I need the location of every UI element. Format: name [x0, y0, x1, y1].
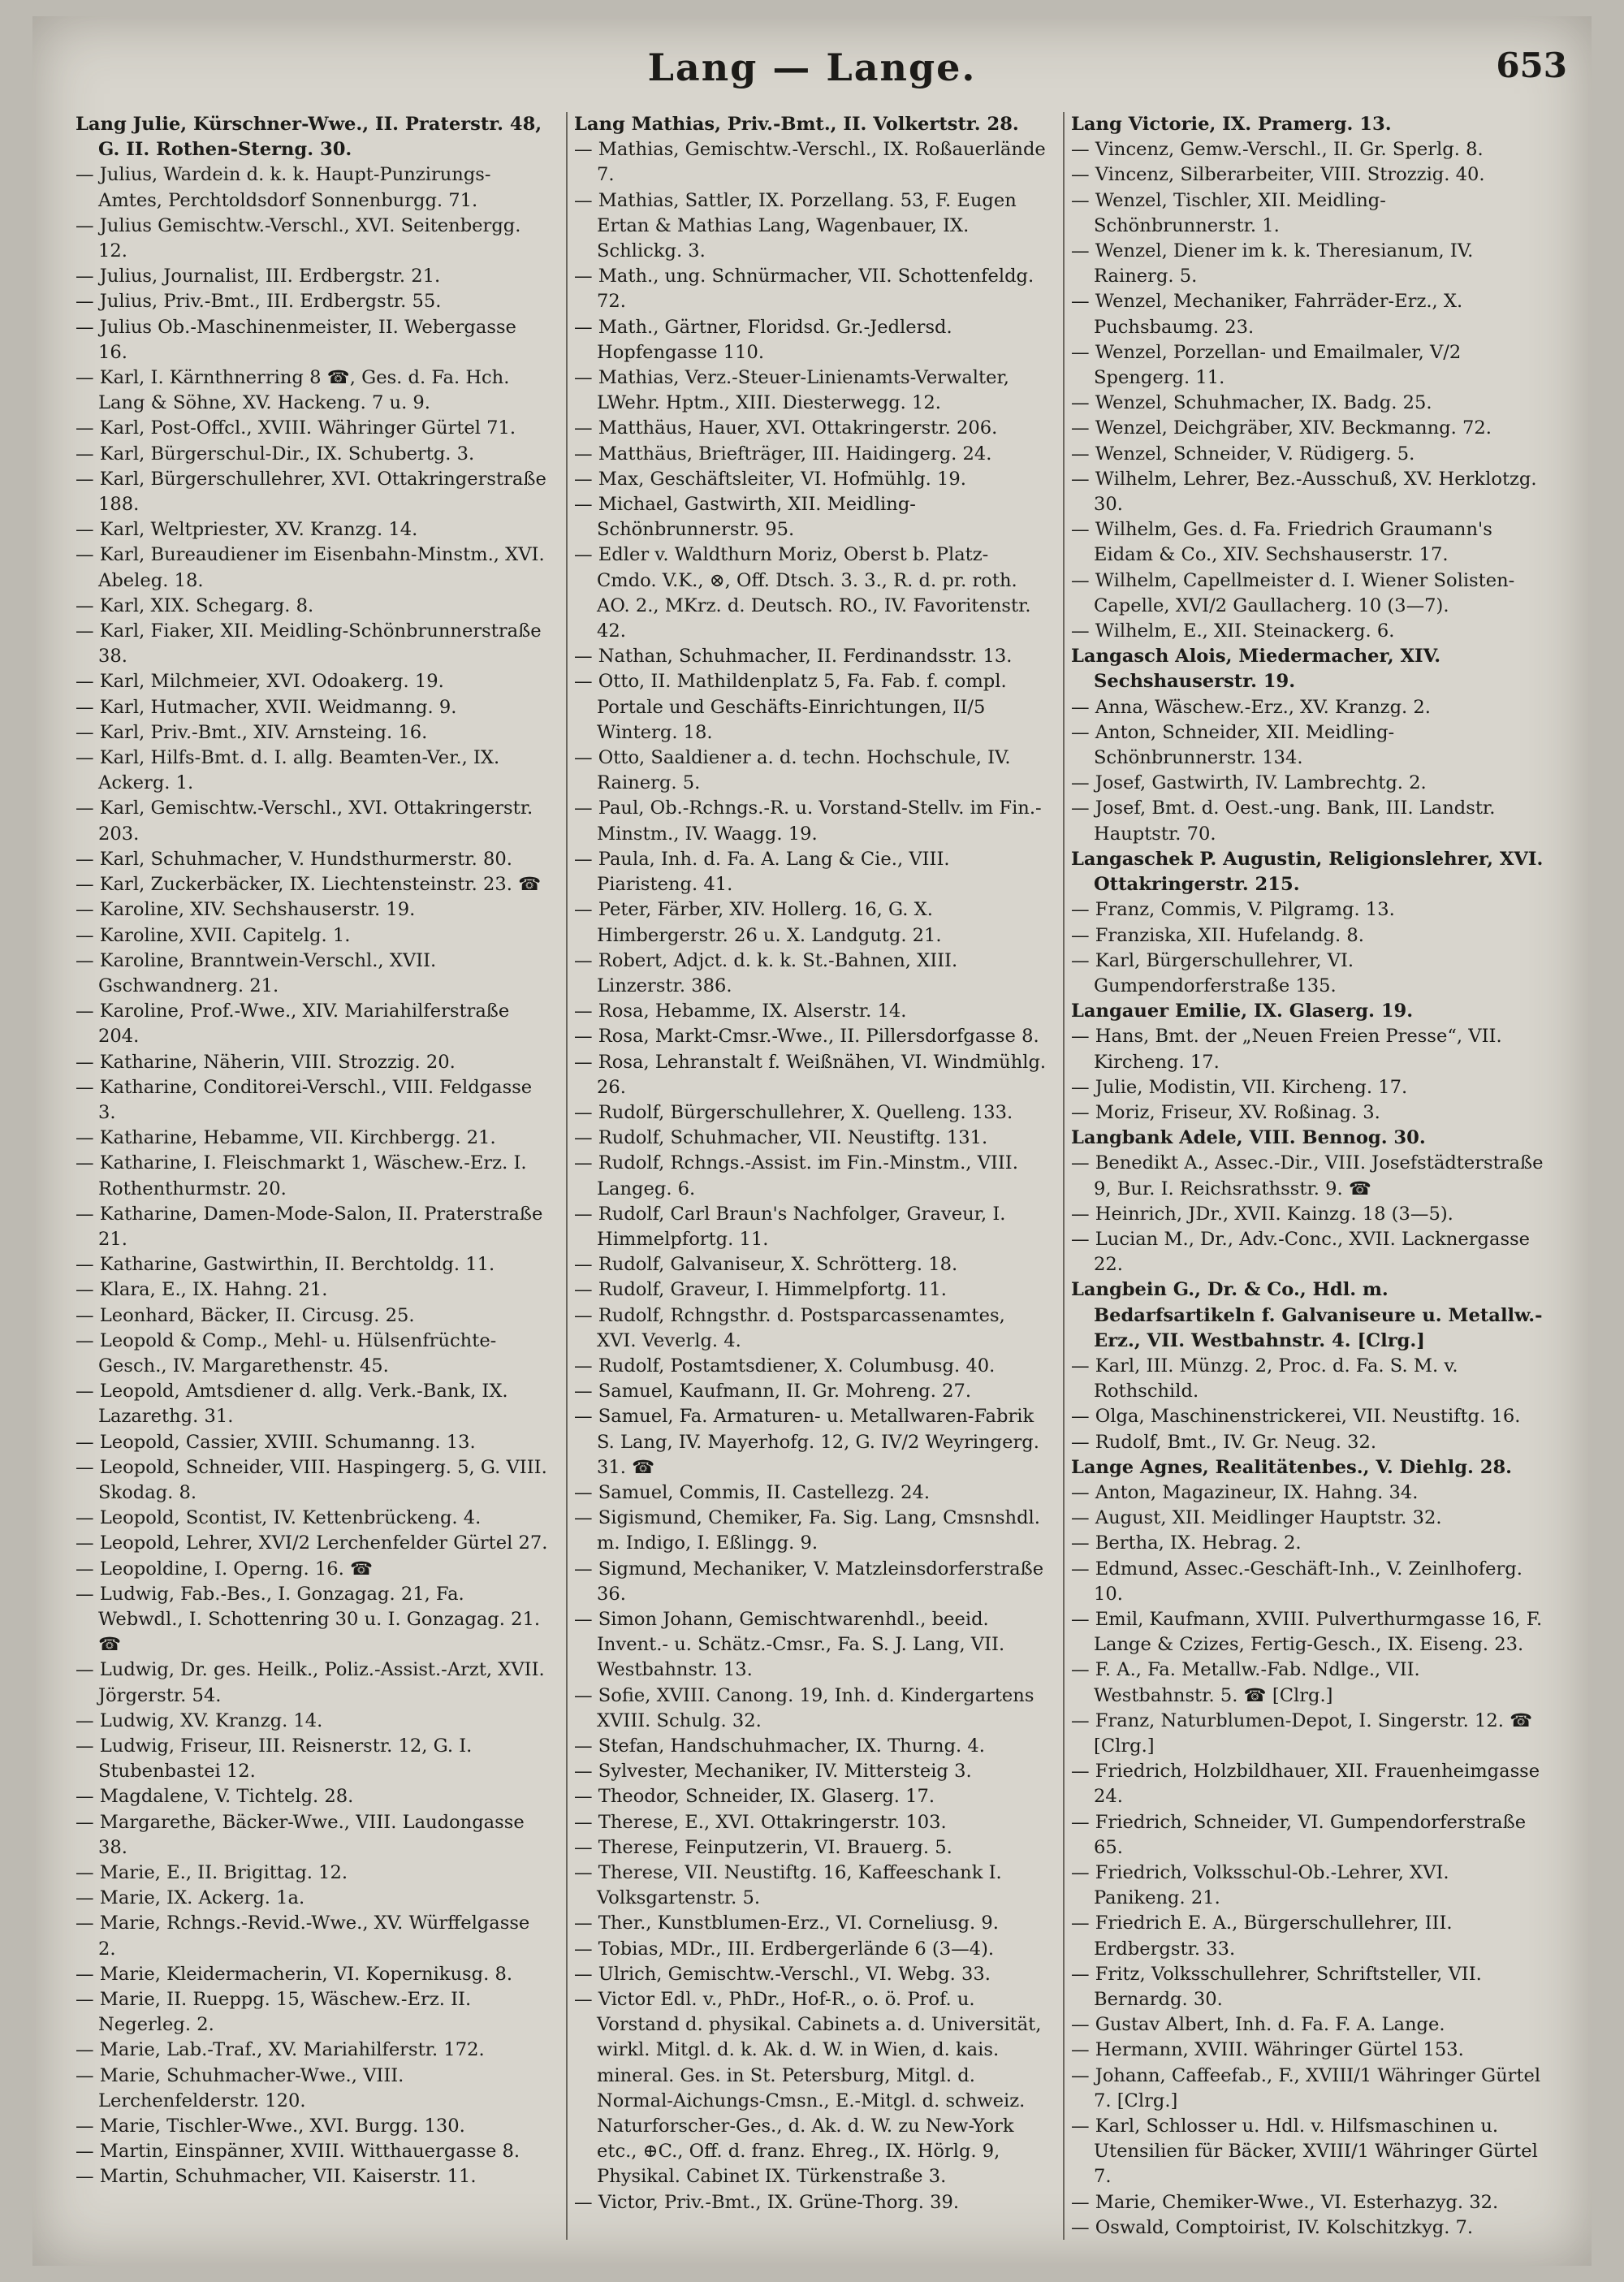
- directory-entry: — F. A., Fa. Metallw.-Fab. Ndlge., VII. Westbahnstr. 5. ☎ [Clrg.]: [1071, 1659, 1420, 1706]
- directory-entry: — Josef, Bmt. d. Oest.-ung. Bank, III. Landstr. Hauptstr. 70.: [1071, 797, 1496, 845]
- directory-entry: — Benedikt A., Assec.-Dir., VIII. Josefstädterstraße 9, Bur. I. Reichsrathsstr. 9. ☎: [1071, 1152, 1544, 1199]
- directory-entry: — Rosa, Hebamme, IX. Alserstr. 14.: [574, 1001, 907, 1022]
- directory-entry: — Wilhelm, Capellmeister d. I. Wiener Solisten-Capelle, XVI/2 Gaullacherg. 10 (3—7).: [1071, 569, 1515, 616]
- directory-entry: — Leopold, Schneider, VIII. Haspingerg. 5, G. VIII. Skodag. 8.: [76, 1456, 547, 1503]
- directory-entry: — Gustav Albert, Inh. d. Fa. F. A. Lange.: [1071, 2014, 1445, 2036]
- directory-entry: — Therese, VII. Neustiftg. 16, Kaffeeschank I. Volksgartenstr. 5.: [574, 1862, 1002, 1909]
- directory-entry: — Magdalene, V. Tichtelg. 28.: [76, 1786, 354, 1808]
- directory-entry: — Karl, Bürgerschullehrer, XVI. Ottakringerstraße 188.: [76, 468, 546, 516]
- directory-entry: Langauer Emilie, IX. Glaserg. 19.: [1071, 1001, 1414, 1022]
- directory-entry: — Karoline, XVII. Capitelg. 1.: [76, 924, 351, 946]
- column-middle: [566, 112, 1053, 2240]
- directory-entry: — Julius Ob.-Maschinenmeister, II. Webergasse 16.: [76, 316, 516, 363]
- directory-entry: — Otto, II. Mathildenplatz 5, Fa. Fab. f. compl. Portale und Geschäfts-Einrichtungen, II/5 Winterg. 18.: [574, 671, 1007, 743]
- directory-entry: Langasch Alois, Miedermacher, XIV. Sechshauserstr. 19.: [1071, 646, 1441, 693]
- directory-entry: — Rudolf, Bürgerschullehrer, X. Quelleng. 133.: [574, 1101, 1013, 1123]
- directory-entry: — Edler v. Waldthurn Moriz, Oberst b. Platz-Cmdo. V.K., ⊗, Off. Dtsch. 3. 3., R. d. pr. roth. AO. 2., MKrz. d. Deutsch. RO., IV. Favoritenstr. 42.: [574, 544, 1031, 642]
- directory-entry: — Wenzel, Mechaniker, Fahrräder-Erz., X. Puchsbaumg. 23.: [1071, 291, 1463, 338]
- directory-entry: — Ther., Kunstblumen-Erz., VI. Corneliusg. 9.: [574, 1912, 999, 1934]
- directory-entry: — Leopoldine, I. Operng. 16. ☎: [76, 1558, 374, 1580]
- directory-entry: — Leopold, Cassier, XVIII. Schumanng. 13.: [76, 1431, 476, 1453]
- column-right: [1063, 112, 1550, 2240]
- directory-entry: — Sylvester, Mechaniker, IV. Mittersteig 3.: [574, 1761, 972, 1783]
- directory-entry: — Karl, Bürgerschullehrer, VI. Gumpendorferstraße 135.: [1071, 949, 1354, 996]
- directory-entry: — Karl, Hilfs-Bmt. d. I. allg. Beamten-Ver., IX. Ackerg. 1.: [76, 747, 500, 794]
- directory-entry: — Otto, Saaldiener a. d. techn. Hochschule, IV. Rainerg. 5.: [574, 747, 1011, 794]
- directory-entry: — Karl, Gemischtw.-Verschl., XVI. Ottakringerstr. 203.: [76, 797, 533, 845]
- directory-entry: — Theodor, Schneider, IX. Glaserg. 17.: [574, 1786, 935, 1808]
- directory-entry: — Edmund, Assec.-Geschäft-Inh., V. Zeinlhoferg. 10.: [1071, 1558, 1522, 1605]
- directory-entry: — Franz, Commis, V. Pilgramg. 13.: [1071, 899, 1395, 921]
- directory-entry: — Wilhelm, Lehrer, Bez.-Ausschuß, XV. Herklotzg. 30.: [1071, 468, 1537, 516]
- directory-entry: — Karl, Priv.-Bmt., XIV. Arnsteing. 16.: [76, 721, 428, 743]
- directory-entry: — Ludwig, XV. Kranzg. 14.: [76, 1709, 323, 1731]
- directory-entry: — Karoline, Branntwein-Verschl., XVII. Gschwandnerg. 21.: [76, 949, 437, 996]
- directory-entry: — Friedrich E. A., Bürgerschullehrer, III. Erdbergstr. 33.: [1071, 1912, 1453, 1960]
- page-header: [32, 16, 1592, 106]
- directory-entry: — Ludwig, Fab.-Bes., I. Gonzagag. 21, Fa. Webwdl., I. Schottenring 30 u. I. Gonzagag. 21. ☎: [76, 1583, 541, 1656]
- directory-entry: — Mathias, Verz.-Steuer-Linienamts-Verwalter, LWehr. Hptm., XIII. Diesterwegg. 12.: [574, 367, 1009, 414]
- directory-entry: — Julius Gemischtw.-Verschl., XVI. Seitenbergg. 12.: [76, 214, 521, 262]
- directory-entry: — Samuel, Commis, II. Castellezg. 24.: [574, 1481, 931, 1503]
- directory-entry: — Leopold, Amtsdiener d. allg. Verk.-Bank, IX. Lazarethg. 31.: [76, 1381, 508, 1428]
- directory-entry: — Ulrich, Gemischtw.-Verschl., VI. Webg. 33.: [574, 1963, 991, 1985]
- directory-entry: — Math., Gärtner, Floridsd. Gr.-Jedlersd. Hopfengasse 110.: [574, 316, 952, 363]
- directory-entry: — Therese, Feinputzerin, VI. Brauerg. 5.: [574, 1836, 952, 1858]
- directory-entry: — Johann, Caffeefab., F., XVIII/1 Währinger Gürtel 7. [Clrg.]: [1071, 2064, 1541, 2111]
- directory-entry: — Katharine, Näherin, VIII. Strozzig. 20.: [76, 1051, 456, 1073]
- directory-entry: — Anton, Magazineur, IX. Hahng. 34.: [1071, 1481, 1419, 1503]
- directory-entry: — Karoline, XIV. Sechshauserstr. 19.: [76, 899, 416, 921]
- directory-entry: — Lucian M., Dr., Adv.-Conc., XVII. Lacknergasse 22.: [1071, 1228, 1531, 1276]
- directory-entry: — Friedrich, Schneider, VI. Gumpendorferstraße 65.: [1071, 1811, 1527, 1858]
- directory-entry: — Vincenz, Silberarbeiter, VIII. Strozzig. 40.: [1071, 164, 1485, 186]
- directory-entry: — Franz, Naturblumen-Depot, I. Singerstr. 12. ☎ [Clrg.]: [1071, 1709, 1533, 1757]
- directory-entry: — Sofie, XVIII. Canong. 19, Inh. d. Kindergartens XVIII. Schulg. 32.: [574, 1684, 1034, 1731]
- directory-entry: — Karl, Weltpriester, XV. Kranzg. 14.: [76, 519, 418, 541]
- directory-entry: — Rudolf, Postamtsdiener, X. Columbusg. 40.: [574, 1355, 996, 1377]
- directory-entry: — Matthäus, Hauer, XVI. Ottakringerstr. 206.: [574, 417, 998, 439]
- directory-entry: — Hans, Bmt. der „Neuen Freien Presse“, VII. Kircheng. 17.: [1071, 1026, 1502, 1073]
- directory-entry: — Leonhard, Bäcker, II. Circusg. 25.: [76, 1304, 415, 1326]
- directory-entry: — Wenzel, Schuhmacher, IX. Badg. 25.: [1071, 392, 1432, 414]
- directory-entry: — Karl, Schuhmacher, V. Hundsthurmerstr. 80.: [76, 848, 512, 870]
- directory-entry: — Julie, Modistin, VII. Kircheng. 17.: [1071, 1076, 1408, 1098]
- directory-entry: — Katharine, Gastwirthin, II. Berchtoldg. 11.: [76, 1254, 495, 1276]
- directory-entry: — Franziska, XII. Hufelandg. 8.: [1071, 924, 1364, 946]
- directory-entry: Lange Agnes, Realitätenbes., V. Diehlg. 28.: [1071, 1456, 1513, 1478]
- directory-entry: — Rudolf, Rchngs.-Assist. im Fin.-Minstm., VIII. Langeg. 6.: [574, 1152, 1018, 1199]
- directory-entry: — Marie, Chemiker-Wwe., VI. Esterhazyg. 32.: [1071, 2191, 1499, 2213]
- directory-entry: — Karl, Bureaudiener im Eisenbahn-Minstm., XVI. Abeleg. 18.: [76, 544, 545, 591]
- directory-entry: — Math., ung. Schnürmacher, VII. Schottenfeldg. 72.: [574, 266, 1034, 313]
- entry-columns: [69, 112, 1563, 2240]
- directory-entry: — Anton, Schneider, XII. Meidling-Schönbrunnerstr. 134.: [1071, 721, 1395, 769]
- directory-entry: — Paula, Inh. d. Fa. A. Lang & Cie., VIII. Piaristeng. 41.: [574, 848, 950, 896]
- directory-entry: — Robert, Adjct. d. k. k. St.-Bahnen, XIII. Linzerstr. 386.: [574, 949, 958, 996]
- directory-entry: — Sigmund, Mechaniker, V. Matzleinsdorferstraße 36.: [574, 1558, 1044, 1605]
- directory-entry: — Julius, Journalist, III. Erdbergstr. 21.: [76, 266, 441, 287]
- directory-entry: — Katharine, Damen-Mode-Salon, II. Praterstraße 21.: [76, 1203, 543, 1250]
- directory-entry: — Michael, Gastwirth, XII. Meidling-Schönbrunnerstr. 95.: [574, 494, 916, 541]
- directory-entry: — Paul, Ob.-Rchngs.-R. u. Vorstand-Stellv. im Fin.-Minstm., IV. Waagg. 19.: [574, 797, 1042, 845]
- directory-entry: — Karl, I. Kärnthnerring 8 ☎, Ges. d. Fa. Hch. Lang & Söhne, XV. Hackeng. 7 u. 9.: [76, 367, 510, 414]
- directory-entry: — Wenzel, Schneider, V. Rüdigerg. 5.: [1071, 443, 1415, 465]
- directory-entry: — Martin, Schuhmacher, VII. Kaiserstr. 11.: [76, 2166, 477, 2188]
- directory-entry: — Samuel, Kaufmann, II. Gr. Mohreng. 27.: [574, 1381, 971, 1402]
- directory-entry: — Ludwig, Dr. ges. Heilk., Poliz.-Assist.-Arzt, XVII. Jörgerstr. 54.: [76, 1659, 545, 1706]
- directory-entry: — Rudolf, Bmt., IV. Gr. Neug. 32.: [1071, 1431, 1377, 1453]
- directory-entry: — Rudolf, Rchngsthr. d. Postsparcassenamtes, XVI. Veverlg. 4.: [574, 1304, 1005, 1351]
- directory-entry: — Julius, Priv.-Bmt., III. Erdbergstr. 55.: [76, 291, 442, 313]
- directory-entry: — Karl, XIX. Schegarg. 8.: [76, 594, 314, 616]
- directory-entry: — Mathias, Sattler, IX. Porzellang. 53, F. Eugen Ertan & Mathias Lang, Wagenbauer, IX. Schlickg. 3.: [574, 189, 1017, 262]
- directory-entry: Langbank Adele, VIII. Bennog. 30.: [1071, 1127, 1426, 1149]
- directory-page: [32, 16, 1592, 2266]
- directory-entry: — August, XII. Meidlinger Hauptstr. 32.: [1071, 1507, 1442, 1529]
- directory-entry: — Katharine, Hebamme, VII. Kirchbergg. 21.: [76, 1127, 496, 1149]
- directory-entry: — Marie, Schuhmacher-Wwe., VIII. Lerchenfelderstr. 120.: [76, 2064, 404, 2111]
- directory-entry: — Rudolf, Schuhmacher, VII. Neustiftg. 131.: [574, 1127, 988, 1149]
- directory-entry: — Marie, Lab.-Traf., XV. Mariahilferstr. 172.: [76, 2039, 485, 2061]
- directory-entry: — Julius, Wardein d. k. k. Haupt-Punzirungs-Amtes, Perchtoldsdorf Sonnenburgg. 71.: [76, 164, 491, 211]
- directory-entry: — Karl, Fiaker, XII. Meidling-Schönbrunnerstraße 38.: [76, 620, 542, 668]
- directory-entry: — Moriz, Friseur, XV. Roßinag. 3.: [1071, 1101, 1380, 1123]
- directory-entry: — Wenzel, Deichgräber, XIV. Beckmanng. 72.: [1071, 417, 1492, 439]
- directory-entry: — Martin, Einspänner, XVIII. Witthauergasse 8.: [76, 2141, 520, 2163]
- directory-entry: — Oswald, Comptoirist, IV. Kolschitzkyg. 7.: [1071, 2216, 1474, 2238]
- column-left: [69, 112, 556, 2240]
- directory-entry: — Karoline, Prof.-Wwe., XIV. Mariahilferstraße 204.: [76, 1001, 510, 1048]
- directory-entry: — Bertha, IX. Hebrag. 2.: [1071, 1532, 1302, 1554]
- directory-entry: Langaschek P. Augustin, Religionslehrer, XVI. Ottakringerstr. 215.: [1071, 848, 1544, 896]
- directory-entry: — Marie, E., II. Brigittag. 12.: [76, 1862, 348, 1884]
- directory-entry: — Tobias, MDr., III. Erdbergerlände 6 (3—4).: [574, 1938, 995, 1960]
- directory-entry: — Karl, III. Münzg. 2, Proc. d. Fa. S. M. v. Rothschild.: [1071, 1355, 1458, 1402]
- directory-entry: Langbein G., Dr. & Co., Hdl. m. Bedarfsartikeln f. Galvaniseure u. Metallw.-Erz., VII. Westbahnstr. 4. [Clrg.]: [1071, 1279, 1543, 1351]
- directory-entry: — Rudolf, Graveur, I. Himmelpfortg. 11.: [574, 1279, 947, 1301]
- directory-entry: — Victor Edl. v., PhDr., Hof-R., o. ö. Prof. u. Vorstand d. physikal. Cabinets a. d. Universität, wirkl. Mitgl. d. k. Ak. d. W. in Wien, d. kais. mineral. Ges. in St. Petersburg, Mitgl. d. Normal-Aichungs-Cmsn., E.-Mitgl. d. schweiz. Naturforscher-Ges., d. Ak. d. W. zu New-York etc., ⊕C., Off. d. franz. Ehreg., IX. Hörlg. 9, Physikal. Cabinet IX. Türkenstraße 3.: [574, 1989, 1042, 2188]
- directory-entry: — Anna, Wäschew.-Erz., XV. Kranzg. 2.: [1071, 696, 1431, 718]
- directory-entry: — Margarethe, Bäcker-Wwe., VIII. Laudongasse 38.: [76, 1811, 525, 1858]
- directory-entry: — Wenzel, Diener im k. k. Theresianum, IV. Rainerg. 5.: [1071, 240, 1474, 287]
- directory-entry: — Karl, Post-Offcl., XVIII. Währinger Gürtel 71.: [76, 417, 516, 439]
- directory-entry: — Rosa, Markt-Cmsr.-Wwe., II. Pillersdorfgasse 8.: [574, 1026, 1039, 1048]
- directory-entry: — Hermann, XVIII. Währinger Gürtel 153.: [1071, 2039, 1464, 2061]
- directory-entry: — Emil, Kaufmann, XVIII. Pulverthurmgasse 16, F. Lange & Czizes, Fertig-Gesch., IX. Eiseng. 23.: [1071, 1608, 1543, 1656]
- directory-entry: — Marie, IX. Ackerg. 1a.: [76, 1887, 305, 1909]
- directory-entry: — Marie, II. Rueppg. 15, Wäschew.-Erz. II. Negerleg. 2.: [76, 1989, 472, 2036]
- directory-entry: — Friedrich, Holzbildhauer, XII. Frauenheimgasse 24.: [1071, 1761, 1540, 1808]
- directory-entry: — Friedrich, Volksschul-Ob.-Lehrer, XVI. Panikeng. 21.: [1071, 1862, 1449, 1909]
- directory-entry: Lang Julie, Kürschner-Wwe., II. Praterstr. 48, G. II. Rothen-Sterng. 30.: [76, 114, 542, 161]
- directory-entry: — Vincenz, Gemw.-Verschl., II. Gr. Sperlg. 8.: [1071, 139, 1484, 161]
- directory-entry: — Stefan, Handschuhmacher, IX. Thurng. 4.: [574, 1735, 985, 1757]
- directory-entry: — Josef, Gastwirth, IV. Lambrechtg. 2.: [1071, 772, 1427, 794]
- directory-entry: — Max, Geschäftsleiter, VI. Hofmühlg. 19.: [574, 468, 966, 490]
- page-number: 653: [1496, 45, 1567, 85]
- directory-entry: — Katharine, Conditorei-Verschl., VIII. Feldgasse 3.: [76, 1076, 533, 1123]
- directory-entry: — Mathias, Gemischtw.-Verschl., IX. Roßauerlände 7.: [574, 139, 1046, 186]
- directory-entry: — Marie, Tischler-Wwe., XVI. Burgg. 130.: [76, 2116, 465, 2137]
- directory-entry: — Matthäus, Briefträger, III. Haidingerg. 24.: [574, 443, 992, 465]
- directory-entry: — Karl, Milchmeier, XVI. Odoakerg. 19.: [76, 671, 444, 693]
- directory-entry: — Klara, E., IX. Hahng. 21.: [76, 1279, 328, 1301]
- directory-entry: — Leopold & Comp., Mehl- u. Hülsenfrüchte-Gesch., IV. Margarethenstr. 45.: [76, 1329, 497, 1377]
- directory-entry: — Rudolf, Carl Braun's Nachfolger, Graveur, I. Himmelpfortg. 11.: [574, 1203, 1006, 1250]
- directory-entry: Lang Victorie, IX. Pramerg. 13.: [1071, 114, 1392, 135]
- directory-entry: — Wilhelm, E., XII. Steinackerg. 6.: [1071, 620, 1395, 642]
- directory-entry: — Ludwig, Friseur, III. Reisnerstr. 12, G. I. Stubenbastei 12.: [76, 1735, 473, 1783]
- directory-entry: — Marie, Rchngs.-Revid.-Wwe., XV. Würffelgasse 2.: [76, 1912, 530, 1960]
- directory-entry: — Katharine, I. Fleischmarkt 1, Wäschew.-Erz. I. Rothenthurmstr. 20.: [76, 1152, 527, 1199]
- directory-entry: — Rosa, Lehranstalt f. Weißnähen, VI. Windmühlg. 26.: [574, 1051, 1047, 1098]
- directory-entry: — Marie, Kleidermacherin, VI. Kopernikusg. 8.: [76, 1963, 513, 1985]
- directory-entry: — Karl, Hutmacher, XVII. Weidmanng. 9.: [76, 696, 457, 718]
- directory-entry: — Heinrich, JDr., XVII. Kainzg. 18 (3—5).: [1071, 1203, 1453, 1225]
- directory-entry: — Samuel, Fa. Armaturen- u. Metallwaren-Fabrik S. Lang, IV. Mayerhofg. 12, G. IV/2 Weyringerg. 31. ☎: [574, 1406, 1039, 1478]
- directory-entry: — Karl, Schlosser u. Hdl. v. Hilfsmaschinen u. Utensilien für Bäcker, XVIII/1 Währinger Gürtel 7.: [1071, 2116, 1538, 2188]
- directory-entry: — Sigismund, Chemiker, Fa. Sig. Lang, Cmsnshdl. m. Indigo, I. Eßlingg. 9.: [574, 1507, 1040, 1554]
- directory-entry: — Peter, Färber, XIV. Hollerg. 16, G. X. Himbergerstr. 26 u. X. Landgutg. 21.: [574, 899, 942, 946]
- directory-entry: — Simon Johann, Gemischtwarenhdl., beeid. Invent.- u. Schätz.-Cmsr., Fa. S. J. Lang, VII. Westbahnstr. 13.: [574, 1608, 1005, 1681]
- directory-entry: — Nathan, Schuhmacher, II. Ferdinandsstr. 13.: [574, 646, 1013, 668]
- directory-entry: — Victor, Priv.-Bmt., IX. Grüne-Thorg. 39.: [574, 2191, 960, 2213]
- directory-entry: — Wilhelm, Ges. d. Fa. Friedrich Graumann's Eidam & Co., XIV. Sechshauserstr. 17.: [1071, 519, 1492, 566]
- directory-entry: — Karl, Bürgerschul-Dir., IX. Schubertg. 3.: [76, 443, 475, 465]
- directory-entry: — Fritz, Volksschullehrer, Schriftsteller, VII. Bernardg. 30.: [1071, 1963, 1482, 2011]
- directory-entry: — Olga, Maschinenstrickerei, VII. Neustiftg. 16.: [1071, 1406, 1521, 1428]
- directory-entry: — Wenzel, Tischler, XII. Meidling-Schönbrunnerstr. 1.: [1071, 189, 1386, 236]
- directory-entry: — Leopold, Scontist, IV. Kettenbrückeng. 4.: [76, 1507, 482, 1529]
- running-title: Lang — Lange.: [647, 45, 977, 89]
- directory-entry: — Karl, Zuckerbäcker, IX. Liechtensteinstr. 23. ☎: [76, 874, 542, 896]
- directory-entry: — Leopold, Lehrer, XVI/2 Lerchenfelder Gürtel 27.: [76, 1532, 548, 1554]
- directory-entry: — Rudolf, Galvaniseur, X. Schrötterg. 18.: [574, 1254, 958, 1276]
- directory-entry: — Wenzel, Porzellan- und Emailmaler, V/2 Spengerg. 11.: [1071, 341, 1462, 389]
- directory-entry: — Therese, E., XVI. Ottakringerstr. 103.: [574, 1811, 947, 1833]
- directory-entry: Lang Mathias, Priv.-Bmt., II. Volkertstr. 28.: [574, 114, 1019, 135]
